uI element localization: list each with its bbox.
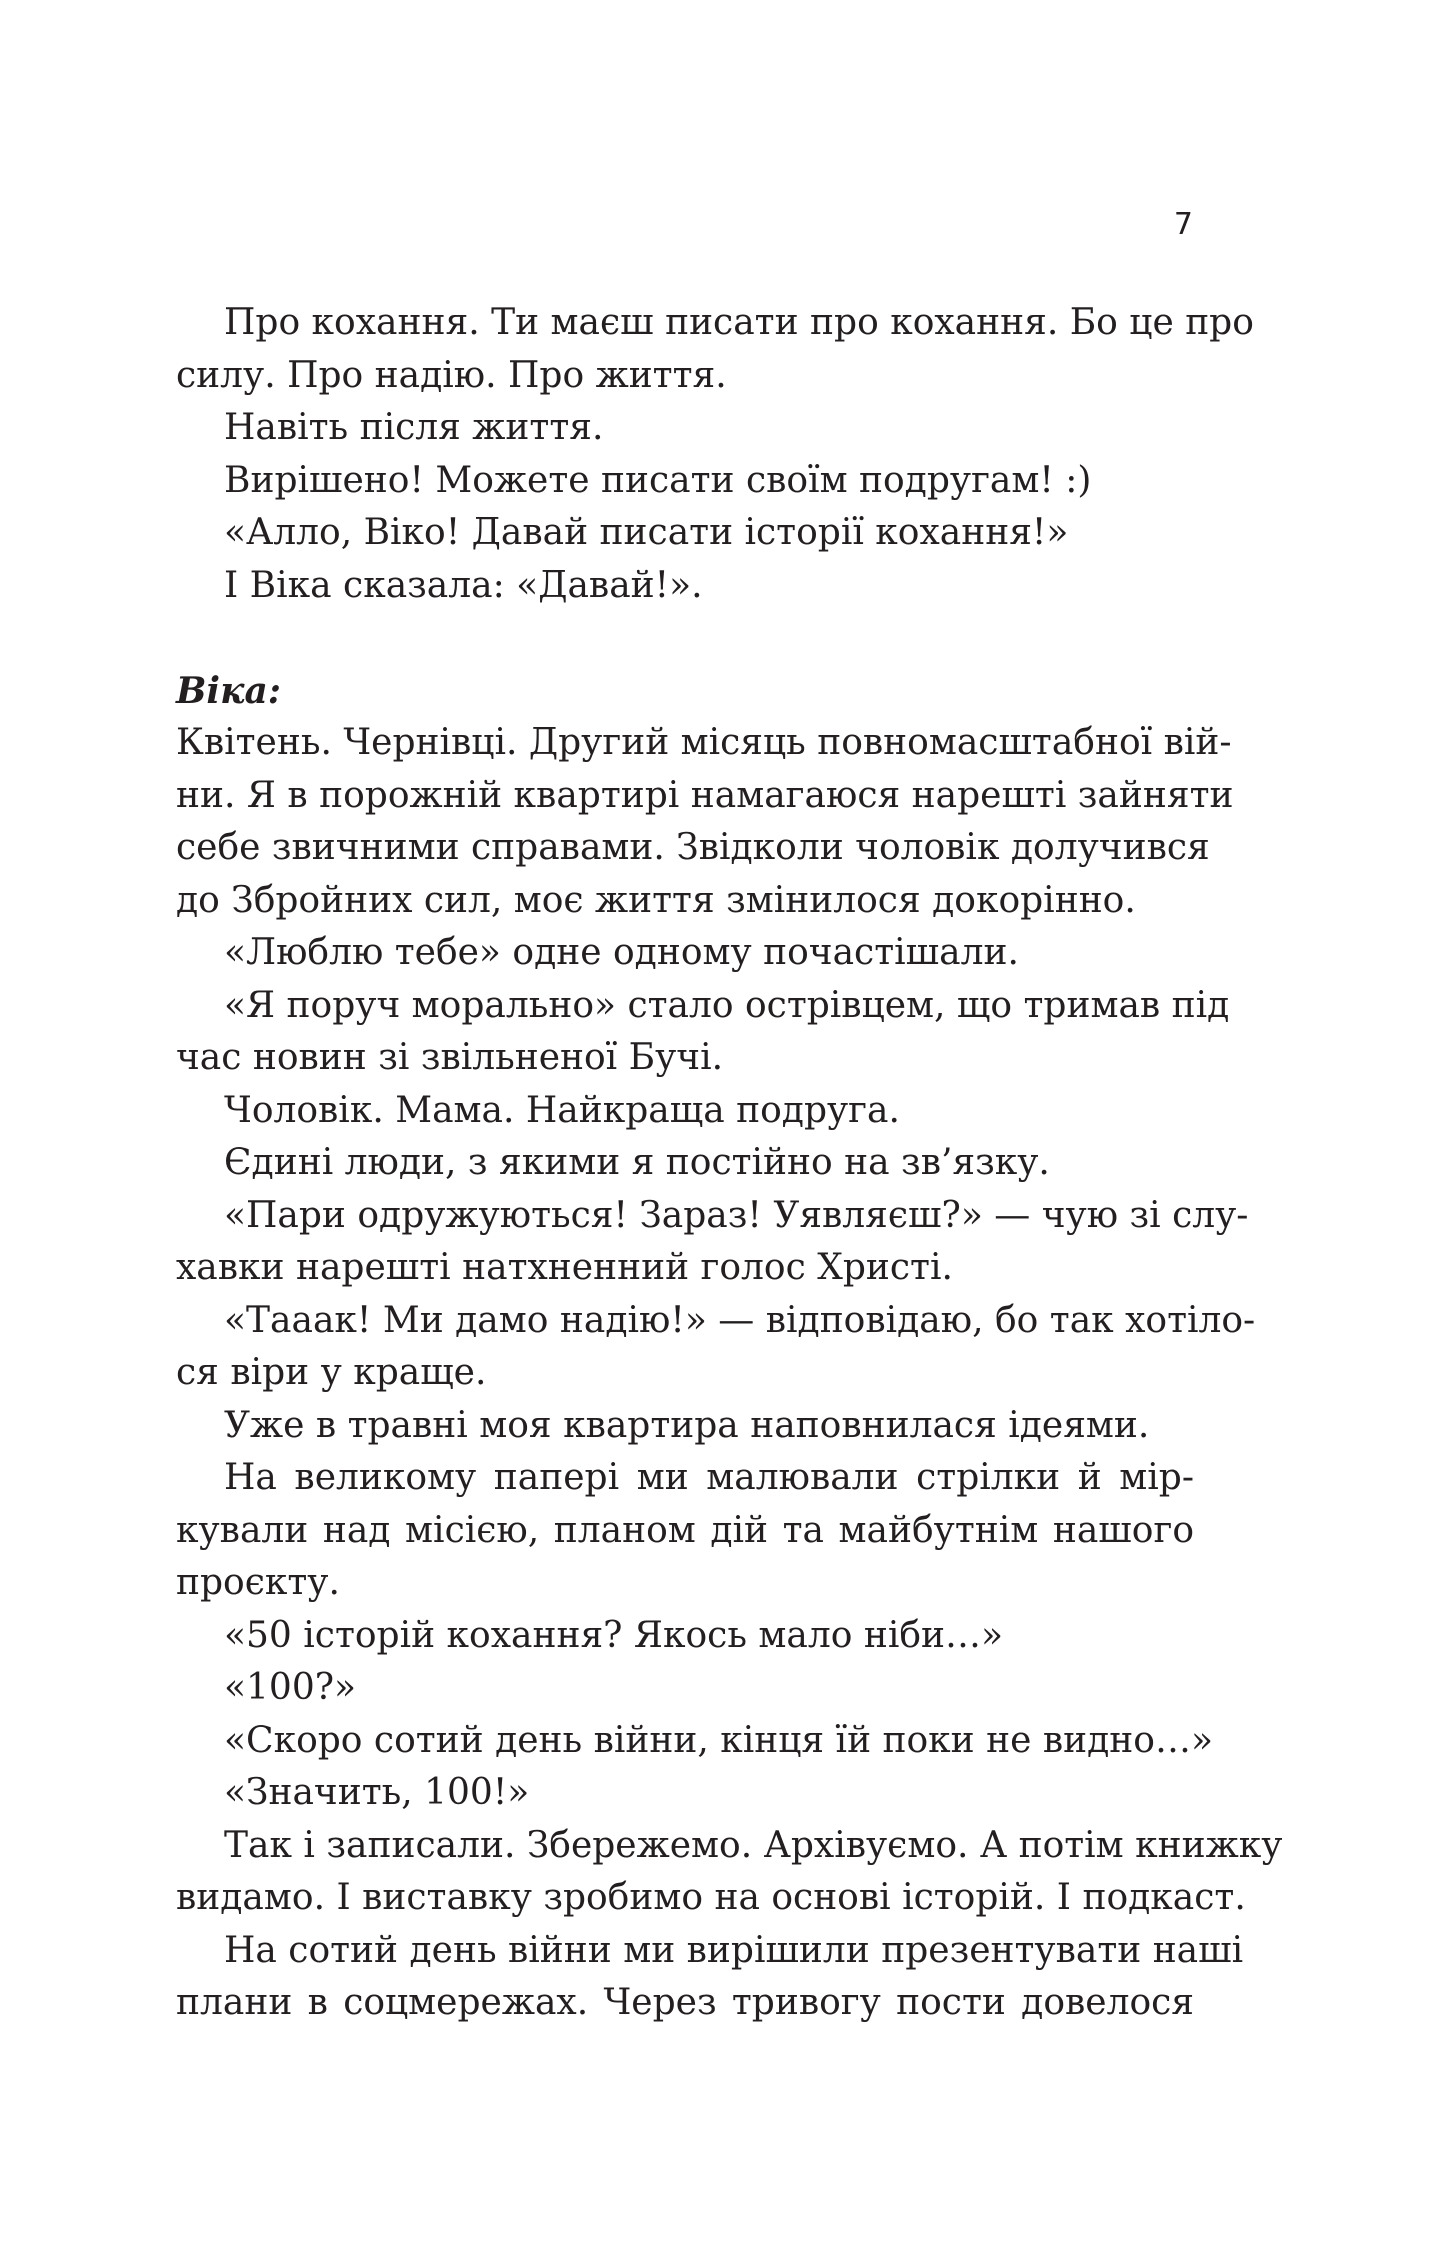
intro-line: силу. Про надію. Про життя. — [176, 354, 727, 396]
body-line: «100?» — [224, 1667, 357, 1708]
page-number: 7 — [1173, 207, 1193, 242]
body-line: «Люблю тебе» одне одному почастішали. — [224, 932, 1019, 973]
body-line: «50 історій кохання? Якось мало ніби…» — [224, 1614, 1004, 1656]
body-line: ся віри у краще. — [176, 1352, 487, 1393]
body-line: Квітень. Чернівці. Другий місяць повномасштабної вій- — [176, 722, 1232, 763]
body-line: час новин зі звільненої Бучі. — [176, 1037, 724, 1078]
body-line: до Збройних сил, моє життя змінилося докорінно. — [176, 879, 1136, 921]
body-line: «Тааак! Ми дамо надію!» — відповідаю, бо так хотіло- — [224, 1299, 1256, 1341]
intro-line: «Алло, Віко! Давай писати історії кохання!» — [224, 512, 1069, 553]
body-line: «Скоро сотий день війни, кінця їй поки не видно…» — [224, 1719, 1213, 1761]
body-line: На великому папері ми малювали стрілки й мір- — [224, 1457, 1194, 1498]
body-line: хавки нарешті натхненний голос Христі. — [176, 1247, 953, 1288]
intro-line: Навіть після життя. — [224, 407, 604, 448]
body-line: плани в соцмережах. Через тривогу пости довелося — [176, 1982, 1194, 2023]
body-line: «Я поруч морально» стало острівцем, що тримав під — [224, 984, 1230, 1026]
section-heading: Віка: — [176, 669, 282, 712]
body-line: кували над місією, планом дій та майбутнім нашого — [176, 1509, 1194, 1551]
body-line: На сотий день війни ми вирішили презентувати наші — [224, 1929, 1244, 1971]
page-text — [176, 297, 1283, 2030]
body-line: Так і записали. Збережемо. Архівуємо. А потім книжку — [224, 1824, 1283, 1866]
body-line: проєкту. — [176, 1562, 340, 1603]
body-line: «Пари одружуються! Зараз! Уявляєш?» — чую зі слу- — [224, 1194, 1249, 1236]
intro-line: Вирішено! Можете писати своїм подругам! :) — [224, 459, 1092, 501]
body-line: «Значить, 100!» — [224, 1772, 530, 1813]
intro-line: Про кохання. Ти маєш писати про кохання. Бо це про — [224, 302, 1254, 343]
body-line: Уже в травні моя квартира наповнилася ідеями. — [224, 1404, 1150, 1446]
body-line: видамо. І виставку зробимо на основі історій. І подкаст. — [176, 1877, 1246, 1918]
body-line: себе звичними справами. Звідколи чоловік долучився — [176, 827, 1210, 868]
section-gap — [176, 612, 1194, 665]
body-line: ни. Я в порожній квартирі намагаюся нарешті зайняти — [176, 774, 1234, 816]
intro-line: І Віка сказала: «Давай!». — [224, 564, 703, 606]
body-line: Єдині люди, з якими я постійно на зв’язку. — [224, 1142, 1050, 1183]
body-line: Чоловік. Мама. Найкраща подруга. — [224, 1089, 900, 1131]
